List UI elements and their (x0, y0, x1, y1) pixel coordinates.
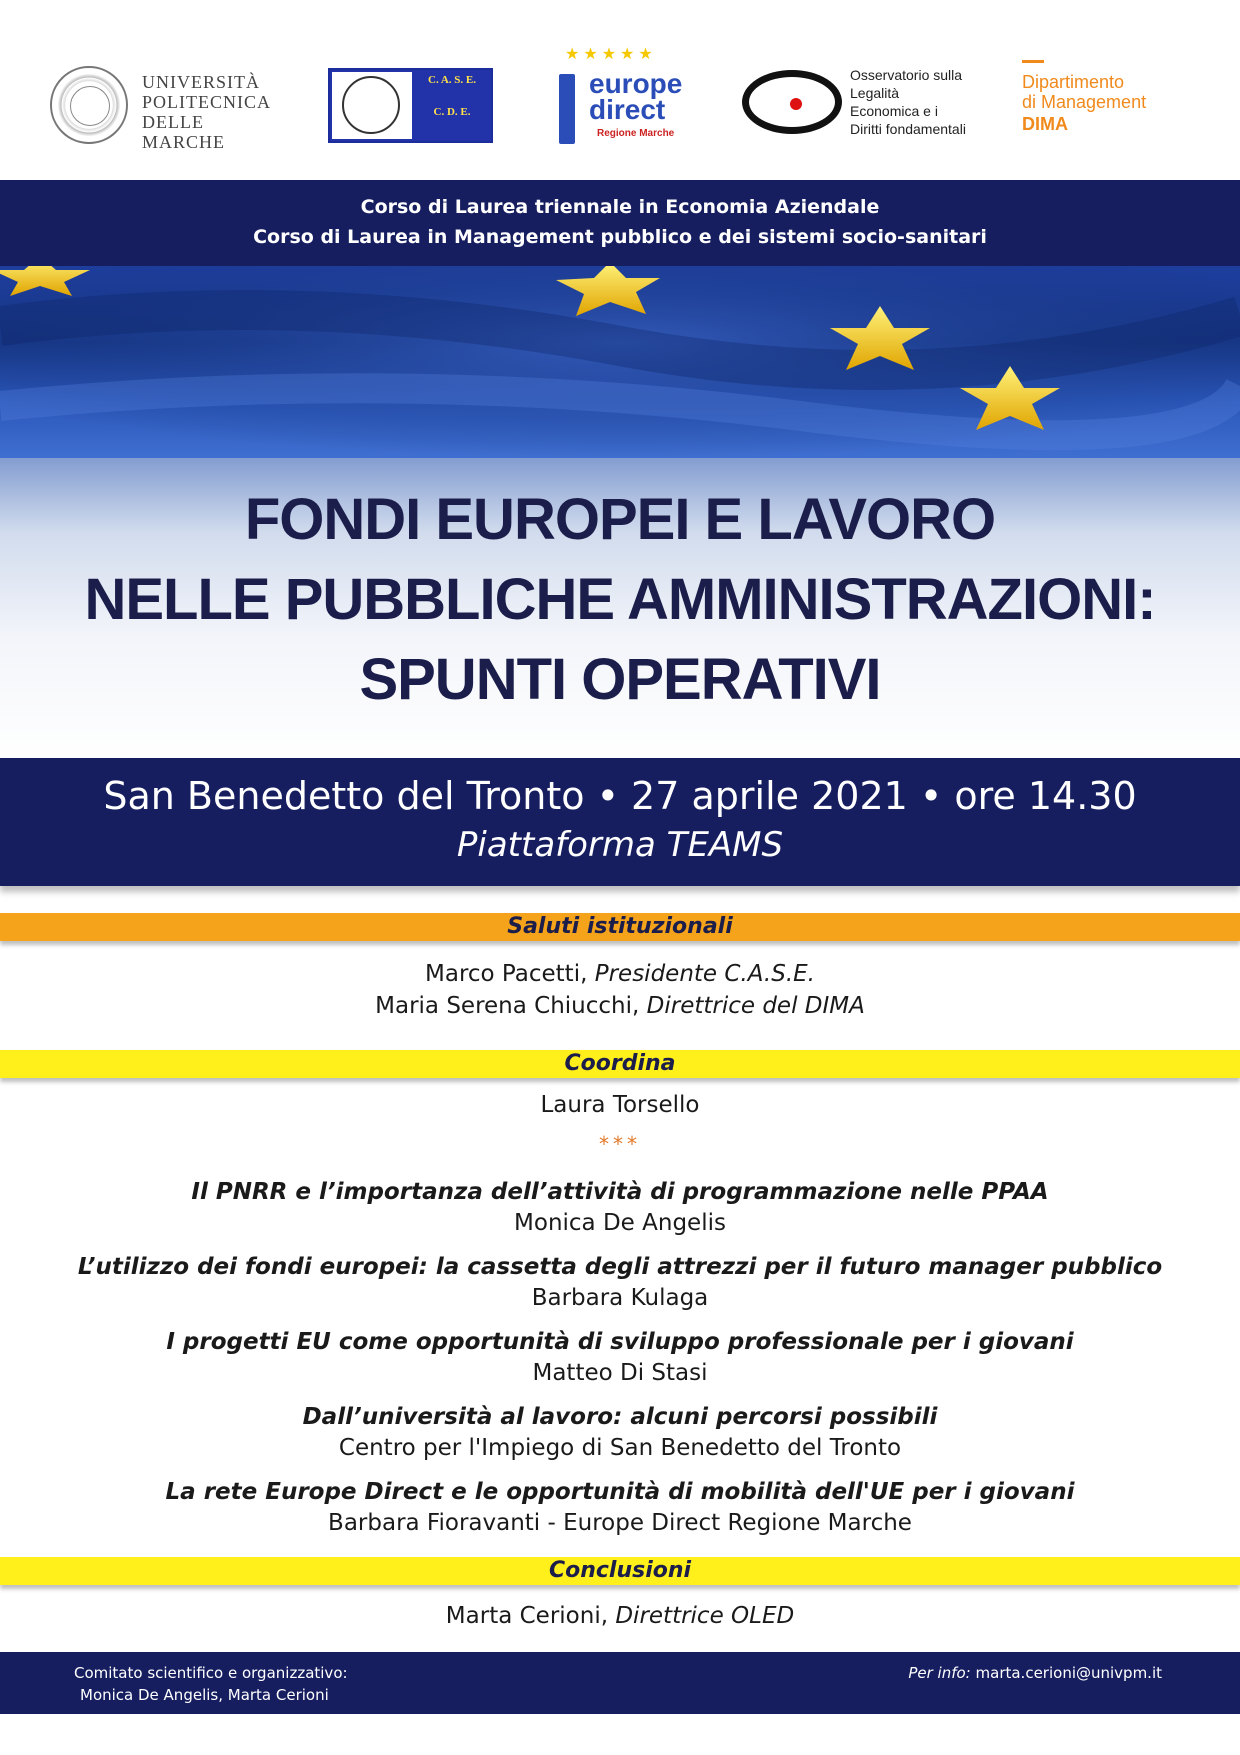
univ-line-2: POLITECNICA (142, 92, 271, 112)
section-header-saluti: Saluti istituzionali (0, 913, 1240, 941)
logo-europe-direct (555, 44, 690, 154)
saluti-person-1 (0, 958, 1240, 990)
talk-title-1: Il PNRR e l’importanza dell’attività di programmazione nelle PPAA (191, 1179, 1049, 1205)
talk-speaker-4: Centro per l'Impiego di San Benedetto del Tronto (338, 1435, 902, 1461)
logo-case-cde (328, 68, 493, 143)
university-seal-icon (50, 66, 128, 144)
logo-osservatorio (740, 66, 990, 146)
course-band (0, 180, 1240, 266)
univ-line-3: DELLE MARCHE (142, 112, 226, 152)
dima-line-2: di Management (1022, 92, 1147, 112)
person-role: Direttrice del DIMA (646, 993, 865, 1019)
cde-label: C. D. E. (433, 106, 471, 118)
course-2: Corso di Laurea in Management pubblico e dei sistemi socio-sanitari (253, 226, 987, 248)
logo-univpm (50, 62, 290, 152)
case-seal-icon (342, 76, 400, 134)
eu-stars-icon: ★★★★★ (565, 44, 657, 63)
obs-line-2: Legalità (850, 85, 900, 101)
person-role: Presidente C.A.S.E. (594, 961, 815, 987)
talk-title-4: Dall’università al lavoro: alcuni percorsi possibili (302, 1404, 938, 1430)
info-email-link[interactable]: marta.cerioni@univpm.it (975, 1664, 1162, 1682)
section-header-coordina: Coordina (0, 1050, 1240, 1078)
title-line-2: NELLE PUBBLICHE AMMINISTRAZIONI: (84, 567, 1156, 632)
dima-line-1: Dipartimento (1022, 72, 1125, 92)
case-label: C. A. S. E. (428, 74, 476, 86)
conclusioni-person (0, 1600, 1240, 1632)
event-platform: Piattaforma TEAMS (456, 825, 784, 865)
talk-speaker-5: Barbara Fioravanti - Europe Direct Regione Marche (328, 1510, 912, 1536)
eu-flag-banner (0, 266, 1240, 458)
talk-title-3: I progetti EU come opportunità di sviluppo professionale per i giovani (166, 1329, 1074, 1355)
person-name: Marco Pacetti, (425, 961, 595, 987)
title-line-3: SPUNTI OPERATIVI (359, 647, 881, 712)
info-i-icon (559, 74, 575, 144)
talk-title-2: L’utilizzo dei fondi europei: la cassetta degli attrezzi per il futuro manager pubblico (77, 1254, 1163, 1280)
committee-label: Comitato scientifico e organizzativo: (74, 1664, 348, 1682)
univ-line-1: UNIVERSITÀ (142, 72, 260, 92)
saluti-person-2 (0, 990, 1240, 1022)
red-dot-icon (790, 98, 802, 110)
eu-stars-image (0, 266, 1240, 458)
ed-line-1: europe (589, 68, 683, 99)
footer (0, 1652, 1240, 1714)
logo-dima (1020, 60, 1190, 150)
title-line-1: FONDI EUROPEI E LAVORO (244, 487, 996, 552)
person-role: Direttrice OLED (615, 1603, 795, 1629)
section-header-conclusioni: Conclusioni (0, 1557, 1240, 1585)
obs-line-1: Osservatorio sulla (850, 67, 963, 83)
course-1: Corso di Laurea triennale in Economia Aziendale (360, 196, 880, 218)
person-name: Marta Cerioni, (445, 1603, 616, 1629)
talk-speaker-1: Monica De Angelis (514, 1210, 726, 1236)
obs-line-3: Economica e i (850, 103, 938, 119)
talk-title-5: La rete Europe Direct e le opportunità di mobilità dell'UE per i giovani (165, 1479, 1075, 1505)
main-title (0, 480, 1240, 720)
info-label: Per info: (908, 1664, 971, 1682)
committee-names: Monica De Angelis, Marta Cerioni (80, 1686, 329, 1704)
person-name: Maria Serena Chiucchi, (375, 993, 647, 1019)
talk-speaker-2: Barbara Kulaga (531, 1285, 709, 1311)
coordinator-name: Laura Torsello (540, 1092, 700, 1118)
dima-abbr: DIMA (1022, 114, 1068, 134)
event-date-line: San Benedetto del Tronto • 27 aprile 2021 • ore 14.30 (103, 774, 1137, 818)
talk-speaker-3: Matteo Di Stasi (532, 1360, 708, 1386)
separator-asterisks: *** (599, 1132, 641, 1156)
ed-line-3: Regione Marche (597, 128, 675, 139)
obs-line-4: Diritti fondamentali (850, 121, 966, 137)
event-date-band (0, 758, 1240, 886)
ed-line-2: direct (589, 94, 666, 125)
